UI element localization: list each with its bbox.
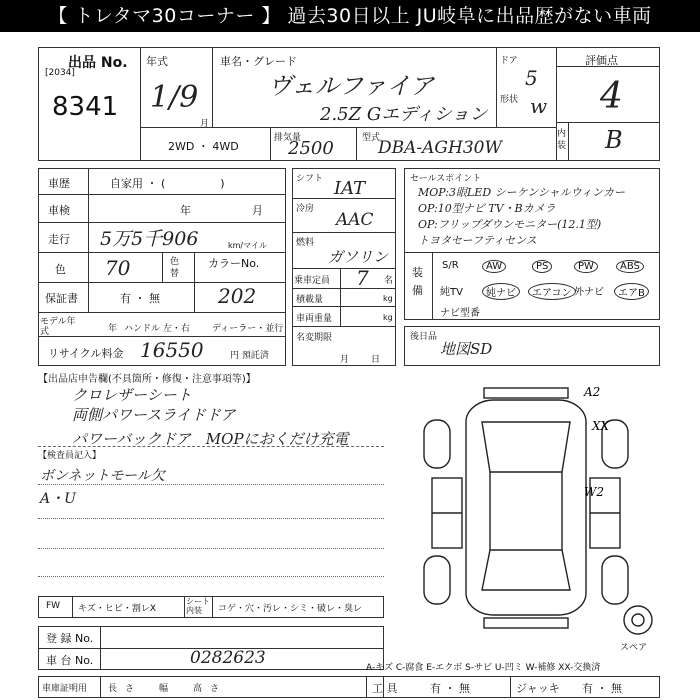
- jack-label: ジャッキ: [516, 682, 560, 695]
- inspector-title: 【検査員記入】: [38, 451, 102, 461]
- mark-a2: A2: [584, 385, 601, 399]
- fuel-label: 燃料: [296, 238, 315, 248]
- fw-options: キズ・ヒビ・割レX: [78, 604, 156, 614]
- mileage-unit: km/マイル: [228, 241, 267, 250]
- seat-options: コゲ・穴・汚レ・シミ・破レ・臭レ: [218, 604, 363, 614]
- history-label: 車歴: [48, 177, 70, 190]
- load-unit: kg: [383, 294, 393, 303]
- equip-ext-navi: 外ナビ: [574, 287, 604, 298]
- recycle-unit: 円 預託済: [230, 351, 269, 361]
- score-label: 評価点: [585, 54, 618, 67]
- capacity-unit: 名: [384, 276, 394, 286]
- equip-label: 装備: [412, 266, 423, 297]
- remark-3: パワーバックドア MOPにおくだけ充電: [72, 430, 349, 448]
- mark-xx: XX: [592, 419, 610, 433]
- model-year-label: モデル年式: [40, 317, 76, 337]
- year-label: 年式: [146, 55, 168, 68]
- cert-label: 車庫証明用: [42, 684, 88, 694]
- equip-abs: ABS: [616, 260, 644, 273]
- model-year-unit: 年: [108, 324, 118, 334]
- spare-label: スペア: [620, 643, 648, 653]
- chassis-label: 車 台 No.: [46, 654, 94, 667]
- color-value: 70: [105, 256, 131, 280]
- seat-label: シート内装: [186, 597, 210, 615]
- month-mark: 月: [200, 119, 210, 129]
- warranty-value: 有 ・ 無: [120, 292, 160, 305]
- disp-label: 排気量: [274, 133, 302, 143]
- handle-label: ハンドル 左・右: [124, 324, 190, 334]
- capacity-value: 7: [356, 266, 369, 290]
- year-value: 1/9: [150, 80, 199, 115]
- lot-number: 8341: [52, 92, 119, 122]
- equip-aircon: エアコン: [528, 283, 576, 300]
- weight-unit: kg: [383, 313, 393, 322]
- remark-1: クロレザーシート: [72, 386, 192, 404]
- interior-label: 内装: [557, 129, 567, 151]
- ac-value: AAC: [336, 210, 374, 230]
- chassis-value: 0282623: [190, 648, 266, 668]
- equip-ps: PS: [532, 260, 552, 273]
- navi-model-label: ナビ型番: [440, 308, 480, 319]
- sales-point-2: OP:10型ナビ TV・Bカメラ: [418, 202, 556, 215]
- owner-value: 地図SD: [440, 340, 493, 358]
- equip-airbag: エアB: [614, 283, 649, 300]
- color-label: 色: [55, 263, 66, 276]
- car-damage-diagram: [404, 380, 660, 650]
- color-no-value: 202: [218, 284, 257, 308]
- disp-value: 2500: [288, 138, 334, 159]
- remark-2: 両側パワースライドドア: [72, 406, 236, 424]
- mark-w2: W2: [584, 485, 604, 499]
- equip-sr: S/R: [442, 260, 459, 271]
- shape-value: w: [530, 94, 548, 118]
- change-label: 名変期限: [296, 333, 333, 343]
- sales-point-1: MOP:3眼LED シーケンシャルウィンカー: [418, 186, 625, 199]
- fuel-value: ガソリン: [328, 248, 389, 266]
- ac-label: 冷房: [296, 204, 315, 214]
- car-name: ヴェルファイア: [268, 72, 434, 100]
- drive-label: 2WD ・ 4WD: [168, 140, 239, 153]
- grade: 2.5Z Gエディション: [320, 104, 488, 125]
- jack-value: 有 ・ 無: [582, 682, 622, 695]
- header-banner: 【 トレタマ30コーナー 】 過去30日以上 JU岐阜に出品歴がない車両: [0, 0, 700, 32]
- inspection-label: 車検: [48, 204, 70, 217]
- damage-legend: A-キズ C-腐食 E-エクボ S-サビ U-凹ミ W-補修 XX-交換済: [366, 663, 601, 673]
- inspection-month: 月: [252, 204, 263, 217]
- change-unit: 月日: [340, 355, 403, 365]
- dealer-label: ディーラー・並行: [212, 324, 284, 334]
- remarks-title: 【出品店申告欄(不具箇所・修復・注意事項等)】: [38, 374, 256, 385]
- inspection-year: 年: [180, 204, 191, 217]
- interior-value: B: [605, 126, 623, 154]
- type-value: DBA-AGH30W: [378, 138, 502, 158]
- history-value: 自家用 ・ ( ): [110, 177, 225, 190]
- owner-label: 後日品: [410, 332, 438, 342]
- inspector-note-1: ボンネットモール欠: [40, 468, 165, 484]
- shift-label: シフト: [296, 174, 324, 184]
- mileage-label: 走行: [48, 233, 70, 246]
- equip-tv: 純TV: [440, 287, 463, 298]
- lot-sub: [2034]: [45, 68, 75, 78]
- sales-point-3: OP:フリップダウンモニター(12.1型): [418, 218, 602, 231]
- name-label: 車名・グレード: [220, 55, 297, 68]
- sales-point-4: トヨタセーフティセンス: [418, 234, 537, 247]
- fw-label: FW: [46, 601, 61, 611]
- tool-label: 工 具: [372, 682, 398, 695]
- door-label: ドア: [500, 56, 518, 66]
- type-label: 型式: [362, 133, 381, 143]
- capacity-label: 乗車定員: [294, 276, 331, 286]
- color-no-label: カラーNo.: [208, 257, 260, 270]
- warranty-label: 保証書: [45, 292, 78, 305]
- recycle-value: 16550: [140, 338, 204, 362]
- reg-label: 登 録 No.: [46, 632, 94, 645]
- score-value: 4: [600, 76, 623, 117]
- mileage-value: 5万5千906: [100, 228, 199, 250]
- cert-dims: 長さ 幅 高さ: [108, 684, 228, 694]
- equip-navi: 純ナビ: [482, 283, 520, 300]
- inspector-note-2: A・U: [40, 491, 76, 507]
- load-label: 積載量: [296, 295, 324, 305]
- recycle-label: リサイクル料金: [48, 347, 124, 360]
- color-change: 色替: [170, 257, 180, 279]
- weight-label: 車両重量: [296, 314, 333, 324]
- lot-label: 出品 No.: [68, 55, 128, 71]
- door-value: 5: [525, 66, 538, 90]
- shape-label: 形状: [500, 95, 519, 105]
- tool-value: 有 ・ 無: [430, 682, 470, 695]
- shift-value: IAT: [334, 178, 366, 199]
- sales-title: セールスポイント: [410, 174, 482, 184]
- equip-pw: PW: [574, 260, 598, 273]
- equip-aw: AW: [482, 260, 506, 273]
